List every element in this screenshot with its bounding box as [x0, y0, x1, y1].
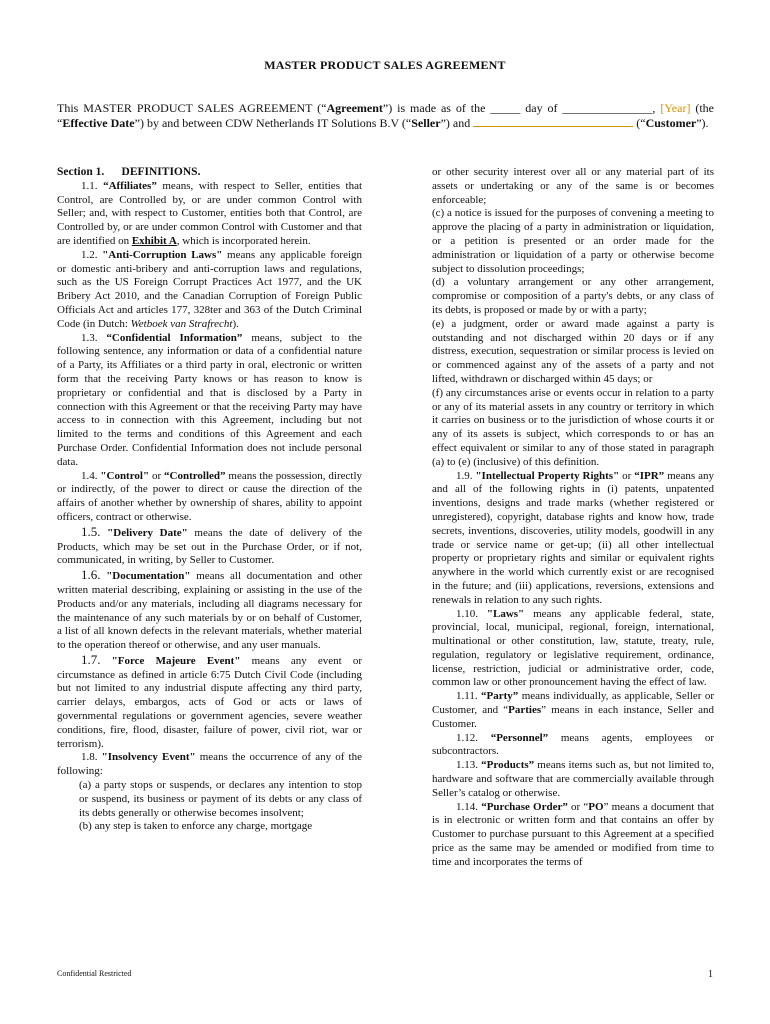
clause-text: means any applicable federal, state, provincial, local, municipal, regional, foreign, international, multinational or other constitution, law, statute, treaty, rule, regulation, regulatory or legislative requirement, ordinance, license, restriction, judicial or administrative order, code, common law or other pronouncement having the effect of law. — [432, 607, 714, 689]
right-column — [432, 166, 714, 870]
clause-number: 1.8. — [81, 751, 98, 764]
year-placeholder: [Year] — [660, 101, 691, 115]
clause-text: ). — [232, 317, 239, 330]
sub-clause-c: (c) a notice is issued for the purposes of convening a meeting to approve the placing of a party in administration or liquidation, or a petition is presented or an order made for the administration or liquidation of a party or otherwise become subject to dissolution proceedings; — [432, 207, 714, 275]
definition-1-14 — [432, 801, 714, 870]
clause-number: 1.9. — [456, 469, 473, 482]
defined-term: "Force Majeure Event" — [111, 654, 241, 667]
term-agreement: Agreement — [326, 101, 383, 115]
intro-paragraph — [57, 101, 714, 130]
clause-number: 1.13. — [456, 759, 478, 772]
definition-1-12 — [432, 732, 714, 760]
clause-text: means all documentation and other written material describing, explaining or assisting in the use of the Products and/or any materials, including all diagrams necessary for the maintenance of any such materials by or on behalf of Customer, a list of all known defects in the relevant materials, whether material to the operation thereof or otherwise, and any user manuals. — [57, 570, 362, 652]
clause-number: 1.7. — [81, 651, 101, 667]
definition-1-1 — [57, 180, 362, 249]
defined-term: “Products” — [481, 759, 535, 772]
clause-text: or — [619, 469, 635, 482]
clause-text: ” means in each instance, Seller and Customer. — [432, 704, 714, 730]
defined-term: Parties — [508, 704, 542, 717]
exhibit-reference: Exhibit A — [131, 234, 177, 247]
defined-term: "Control" — [100, 469, 150, 482]
defined-term: "Insolvency Event" — [101, 751, 196, 764]
defined-term: “Party” — [481, 690, 519, 703]
clause-text: means, subject to the following sentence, any information or data of a confidential nature of a Party, its Affiliates or a third party in oral, electronic or written form that the receiving Party knows or has reason to know is proprietary or confidential and that is disclosed by a Party in connection with this Agreement or that the receiving Party may have access to in connection with this Agreement, including but not limited to the terms and conditions of this Agreement and each Purchase Order. Confidential Information does not include personal data. — [57, 331, 362, 468]
clause-number: 1.12. — [456, 731, 478, 744]
term-effective-date: Effective Date — [62, 116, 135, 130]
italic-text: Wetboek van Strafrecht — [130, 317, 233, 330]
clause-number: 1.3. — [81, 331, 98, 344]
definition-1-10 — [432, 608, 714, 691]
definition-1-9 — [432, 470, 714, 608]
clause-text: means any event or circumstance as defined in article 6:75 Dutch Civil Code (including but not limited to any industrial dispute affecting any third party, carrier delays, embargos, acts of God or acts or laws of governmental regulations or government agencies, severe weather conditions, fire, flood, disaster, failure of power, civil riot, war or terrorism). — [57, 654, 363, 750]
clause-number: 1.6. — [81, 567, 101, 583]
sub-clause-e: (e) a judgment, order or award made against a party is outstanding and not discharged within 20 days or if any distress, execution, sequestration or similar process is levied on or commenced against any of the assets of a party and not lifted, withdrawn or discharged within 45 days; or — [432, 317, 714, 385]
sub-clause-a: (a) a party stops or suspends, or declares any intention to stop or suspend, its business or payment of its debts or any class of its debts generally or otherwise becomes insolvent; — [79, 779, 362, 819]
defined-term: "Laws" — [486, 607, 525, 620]
clause-text: means the possession, directly or indirectly, of the power to direct or cause the direction of the affairs of another whether by ownership of shares, ability to appoint officers, contract or otherwise. — [57, 469, 363, 523]
intro-text: ”). — [696, 116, 709, 130]
intro-text: (the “ — [57, 101, 715, 130]
sub-clause-b: (b) any step is taken to enforce any charge, mortgage — [79, 820, 313, 833]
customer-name-blank — [473, 115, 633, 127]
sub-clause-d: (d) a voluntary arrangement or any other arrangement, compromise or composition of a party's debts, or any class of its debts, is proposed or made by or with a party; — [432, 276, 714, 316]
clause-text: or “ — [567, 800, 589, 813]
definition-1-8 — [57, 751, 362, 779]
intro-text: ”) by and between CDW Netherlands IT Solutions B.V (“ — [134, 116, 412, 130]
definition-1-5 — [57, 525, 362, 568]
defined-term: PO — [588, 800, 604, 813]
definition-1-11 — [432, 690, 714, 731]
clause-number: 1.4. — [81, 469, 98, 482]
clause-number: 1.5. — [81, 523, 101, 539]
page-title: MASTER PRODUCT SALES AGREEMENT — [264, 58, 506, 72]
sub-clause-f: (f) any circumstances arise or events occur in relation to a party or any of its material assets in any country or territory in which it carries on business or to the jurisdiction of whose courts it or any of its assets is subject, which corresponds to or has an effect equivalent or similar to any of those stated in paragraph (a) to (e) (inclusive) of this definition. — [432, 386, 714, 468]
clause-text: means any applicable foreign or domestic anti-bribery and anti-corruption laws and regulations, such as the US Foreign Corrupt Practices Act 1977, and the UK Bribery Act 2010, and the Canadian Corruption of Foreign Public Officials Act and articles 177, 328ter and 363 of the Dutch Criminal Code (in Dutch: — [57, 248, 363, 330]
defined-term: "Anti-Corruption Laws" — [102, 248, 223, 261]
clause-number: 1.2. — [81, 248, 98, 261]
clause-text: or — [149, 469, 165, 482]
clause-text: means the occurrence of any of the following: — [57, 751, 362, 778]
clause-number: 1.10. — [456, 607, 478, 620]
intro-text: This MASTER PRODUCT SALES AGREEMENT (“ — [57, 101, 327, 115]
definition-1-2 — [57, 249, 362, 332]
definition-1-7 — [57, 653, 362, 752]
page-number: 1 — [708, 969, 713, 980]
clause-number: 1.1. — [81, 179, 98, 192]
intro-text: ”) and — [440, 116, 474, 130]
intro-text: ”) is made as of the _____ day of _______________, — [382, 101, 661, 115]
term-customer: Customer — [645, 116, 697, 130]
clause-number: 1.14. — [456, 800, 478, 813]
clause-text: means the date of delivery of the Products, which may be set out in the Purchase Order, or if not, communicated, in writing, by Seller to Customer. — [57, 526, 363, 567]
definition-1-3 — [57, 332, 362, 470]
defined-term: “Purchase Order” — [481, 800, 568, 813]
left-column — [57, 166, 362, 834]
term-seller: Seller — [411, 116, 441, 130]
defined-term: "Intellectual Property Rights" — [475, 469, 620, 482]
defined-term: “Personnel” — [490, 731, 549, 744]
clause-text: means, with respect to Seller, entities that Control, are Controlled by, or are under common Control with Seller; and, with respect to Customer, entities both that Control, are Controlled by, or are under common Control with Customer and that are identified on — [57, 179, 363, 247]
defined-term: “IPR” — [634, 469, 665, 482]
defined-term: “Affiliates” — [103, 179, 157, 192]
defined-term: “Controlled” — [164, 469, 226, 482]
clause-text: ” means a document that is in electronic or written form and that contains an offer by Customer to purchase pursuant to this Agreement at a specified price as the same may be amended or modified from time to time and incorporates the terms of — [432, 800, 715, 868]
defined-term: "Delivery Date" — [107, 526, 188, 539]
clause-text: means items such as, but not limited to, hardware and software that are commercially available through Seller’s catalog or otherwise. — [432, 759, 715, 799]
intro-text: (“ — [633, 116, 646, 130]
clause-text: , which is incorporated herein. — [176, 234, 311, 247]
clause-text: means individually, as applicable, Seller or Customer, and “ — [432, 690, 715, 717]
definition-1-13 — [432, 759, 714, 800]
sub-clause-b-continued: or other security interest over all or any material part of its assets or undertaking or any of the same is or becomes enforceable; — [432, 166, 714, 206]
definition-1-6 — [57, 568, 362, 653]
defined-term: "Documentation" — [106, 570, 191, 583]
confidentiality-footer: Confidential Restricted — [57, 969, 132, 978]
definition-1-4 — [57, 470, 362, 525]
defined-term: “Confidential Information” — [106, 331, 243, 344]
clause-text: means agents, employees or subcontractors. — [432, 731, 715, 758]
section-heading: Section 1. DEFINITIONS. — [57, 166, 201, 178]
clause-text: means any and all of the following rights in (i) patents, unpatented inventions, designs and trade marks (whether registered or unregistered), copyright, database rights and know how, trade secrets, inventions, discoveries, utility models, goodwill in any trade or service name or get-up; (ii) all other intellectual property or proprietary rights and similar or equivalent rights anywhere in the world which currently exist or are recognised in the future; and (iii) applications, reversions, extensions and renewals in relation to any such rights. — [432, 469, 715, 606]
clause-number: 1.11. — [456, 690, 478, 703]
